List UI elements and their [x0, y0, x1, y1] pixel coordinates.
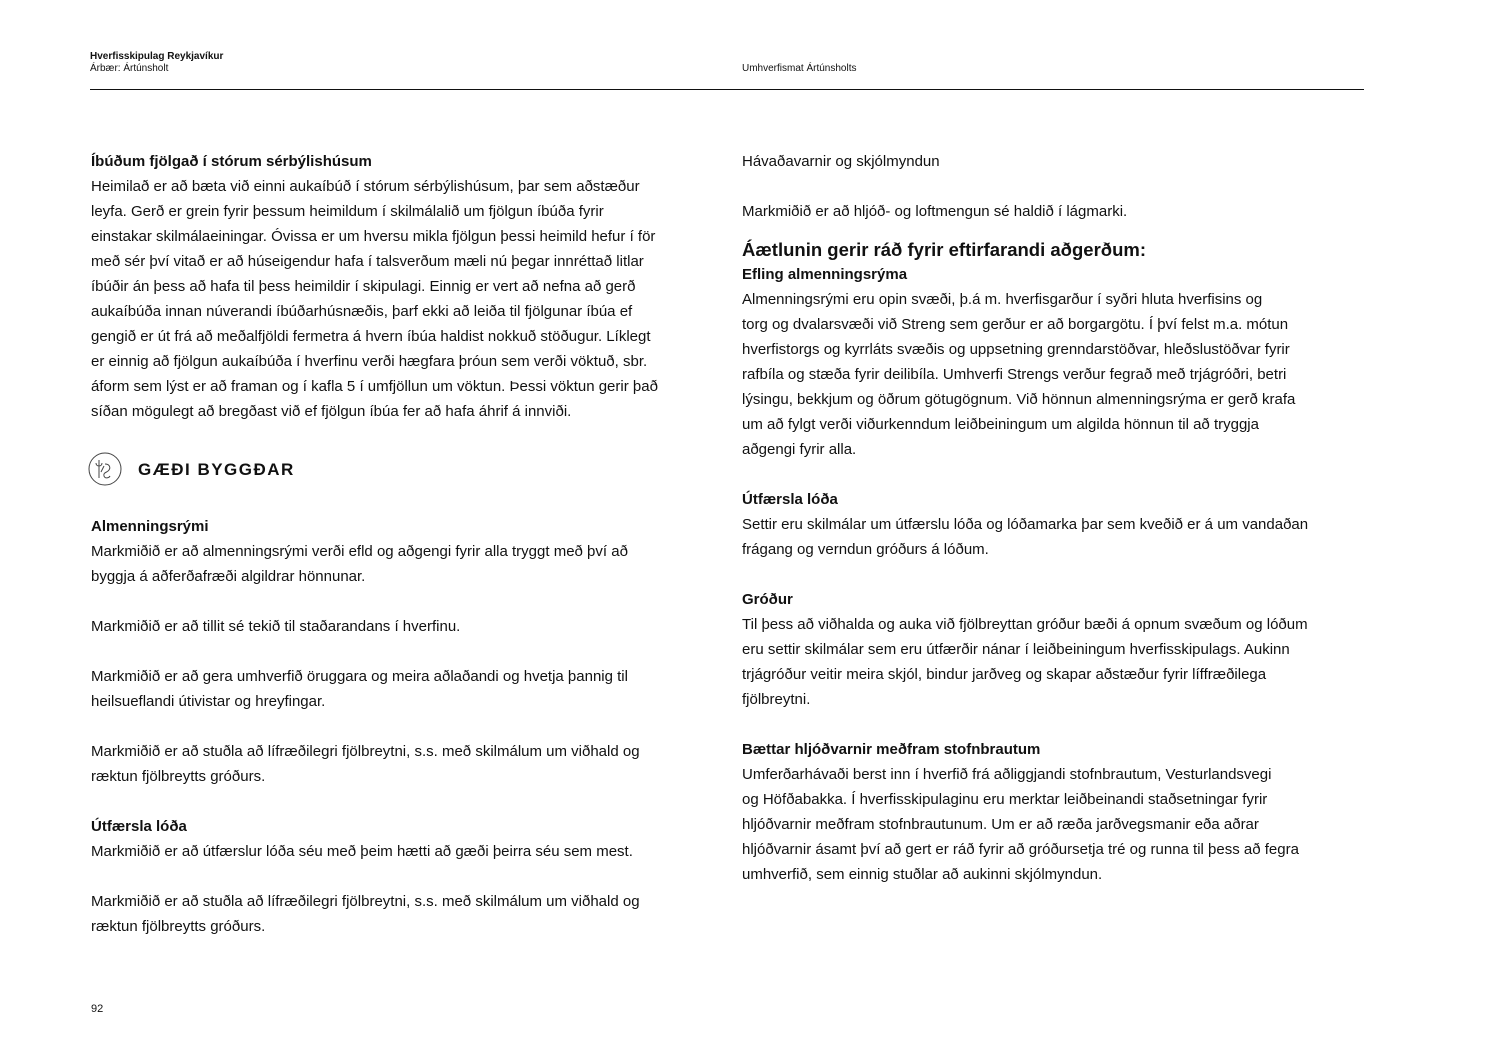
text-line: Hávaðavarnir og skjólmyndun — [742, 153, 940, 170]
text-line: leyfa. Gerð er grein fyrir þessum heimildum í skilmálalið um fjölgun íbúða fyrir — [91, 203, 604, 220]
text-line: einstakar skilmálaeiningar. Óvissa er um hversu mikla fjölgun þessi heimild hefur í för — [91, 228, 656, 245]
text-block — [91, 889, 731, 939]
text-block — [742, 199, 1367, 224]
text-line: aukaíbúða innan núverandi íbúðarhúsnæðis, þarf ekki að leiða til fjölgunar íbúa ef — [91, 303, 633, 320]
text-line: frágang og verndun gróðurs á lóðum. — [742, 541, 989, 558]
text-block — [91, 664, 731, 714]
block-heading: Gróður — [742, 591, 793, 608]
text-line: Markmiðið er að almenningsrými verði efld og aðgengi fyrir alla tryggt með því að — [91, 543, 628, 560]
text-line: ræktun fjölbreytts gróðurs. — [91, 918, 266, 935]
text-line: eru settir skilmálar sem eru útfærðir nánar í leiðbeiningum hverfisskipulags. Aukinn — [742, 641, 1290, 658]
block-heading: Útfærsla lóða — [91, 818, 187, 835]
section-heading — [88, 449, 731, 489]
text-line: er einnig að fjölgun aukaíbúða í hverfinu verði hægfara þróun sem verði vöktuð, sbr. — [91, 353, 648, 370]
text-line: Almenningsrými eru opin svæði, þ.á m. hverfisgarður í syðri hluta hverfisins og — [742, 291, 1263, 308]
text-line: aðgengi fyrir alla. — [742, 441, 857, 458]
text-line: og Höfðabakka. Í hverfisskipulaginu eru merktar leiðbeinandi staðsetningar fyrir — [742, 791, 1268, 808]
block-heading: Bættar hljóðvarnir meðfram stofnbrautum — [742, 741, 1041, 758]
actions-heading: Áætlunin gerir ráð fyrir eftirfarandi aðgerðum: — [742, 239, 1146, 260]
text-line: umhverfið, sem einnig stuðlar að aukinni skjólmyndun. — [742, 866, 1103, 883]
text-line: hljóðvarnir ásamt því að gert er ráð fyrir að gróðursetja tré og runna til þess að fegra — [742, 841, 1299, 858]
text-line: rafbíla og stæða fyrir deilibíla. Umhverfi Strengs verður fegrað með trjágróðri, betri — [742, 366, 1287, 383]
document-subtitle: Árbær: Ártúnsholt — [90, 63, 169, 74]
text-line: hverfistorgs og kyrrláts svæðis og uppsetning grenndarstöðvar, hleðslustöðvar fyrir — [742, 341, 1290, 358]
text-block — [742, 587, 1367, 712]
text-line: áform sem lýst er að framan og í kafla 5 í umfjöllun um vöktun. Þessi vöktun gerir það — [91, 378, 658, 395]
text-line: Markmiðið er að stuðla að lífræðilegri fjölbreytni, s.s. með skilmálum um viðhald og — [91, 743, 640, 760]
text-block — [742, 487, 1367, 562]
running-header — [90, 51, 223, 75]
text-line: Markmiðið er að hljóð- og loftmengun sé haldið í lágmarki. — [742, 203, 1128, 220]
text-line: Settir eru skilmálar um útfærslu lóða og lóðamarka þar sem kveðið er á um vandaðan — [742, 516, 1309, 533]
text-block — [742, 737, 1367, 887]
text-line: Markmiðið er að gera umhverfið öruggara og meira aðlaðandi og hvetja þannig til — [91, 668, 628, 685]
block-heading: Útfærsla lóða — [742, 491, 838, 508]
block-heading: Efling almenningsrýma — [742, 266, 908, 283]
text-block — [91, 514, 731, 589]
quality-emblem-icon — [88, 452, 122, 486]
text-line: gengið er út frá að meðalfjöldi fermetra á hvern íbúa haldist nokkuð stöðugur. Líklegt — [91, 328, 651, 345]
section-header: Umhverfismat Ártúnsholts — [742, 63, 857, 74]
text-block — [91, 614, 731, 639]
header-divider — [90, 89, 1364, 90]
text-line: trjágróður veitir meira skjól, bindur jarðveg og skapar aðstæður fyrir líffræðilega — [742, 666, 1267, 683]
right-column — [742, 149, 1367, 912]
text-line: Markmiðið er að stuðla að lífræðilegri fjölbreytni, s.s. með skilmálum um viðhald og — [91, 893, 640, 910]
text-line: hljóðvarnir meðfram stofnbrautunum. Um er að ræða jarðvegsmanir eða aðrar — [742, 816, 1259, 833]
block-heading: Íbúðum fjölgað í stórum sérbýlishúsum — [91, 153, 372, 170]
text-line: heilsueflandi útivistar og hreyfingar. — [91, 693, 326, 710]
text-block — [91, 814, 731, 864]
page-number: 92 — [91, 1003, 104, 1015]
text-block — [742, 262, 1367, 462]
text-line: íbúðir án þess að hafa til þess heimildir í skipulagi. Einnig er vert að nefna að gerð — [91, 278, 636, 295]
text-line: torg og dvalarsvæði við Streng sem gerður er að borgargötu. Í því felst m.a. mótun — [742, 316, 1289, 333]
text-line: Markmiðið er að útfærslur lóða séu með þeim hætti að gæði þeirra séu sem mest. — [91, 843, 633, 860]
text-line: fjölbreytni. — [742, 691, 811, 708]
document-title: Hverfisskipulag Reykjavíkur — [90, 51, 224, 62]
text-block — [91, 739, 731, 789]
text-line: byggja á aðferðafræði algildrar hönnunar. — [91, 568, 366, 585]
text-line: um að fylgt verði viðurkenndum leiðbeiningum um algilda hönnun til að tryggja — [742, 416, 1259, 433]
text-line: Markmiðið er að tillit sé tekið til staðarandans í hverfinu. — [91, 618, 461, 635]
block-heading: Almenningsrými — [91, 518, 209, 535]
text-line: Til þess að viðhalda og auka við fjölbreyttan gróður bæði á opnum svæðum og lóðum — [742, 616, 1308, 633]
text-block — [91, 149, 731, 424]
text-line: ræktun fjölbreytts gróðurs. — [91, 768, 266, 785]
text-block — [742, 149, 1367, 174]
text-line: lýsingu, bekkjum og öðrum götugögnum. Við hönnun almenningsrýma er gerð krafa — [742, 391, 1296, 408]
text-line: Heimilað er að bæta við einni aukaíbúð í stórum sérbýlishúsum, þar sem aðstæður — [91, 178, 640, 195]
left-column — [91, 149, 731, 964]
section-title: GÆÐI BYGGÐAR — [138, 459, 295, 479]
text-line: Umferðarhávaði berst inn í hverfið frá aðliggjandi stofnbrautum, Vesturlandsvegi — [742, 766, 1272, 783]
text-line: með sér því vitað er að húseigendur hafa í talsverðum mæli nú þegar innréttað litlar — [91, 253, 644, 270]
text-line: síðan mögulegt að bregðast við ef fjölgun íbúa fer að hafa áhrif á innviði. — [91, 403, 572, 420]
